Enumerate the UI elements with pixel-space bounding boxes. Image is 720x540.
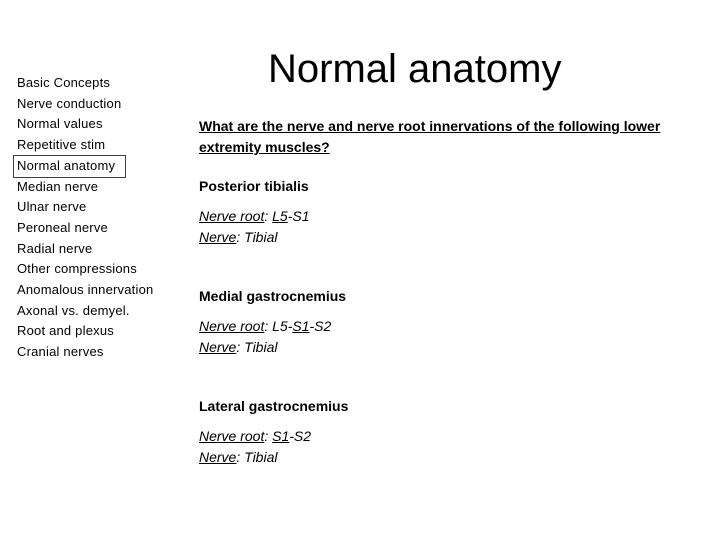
nerve-value: : Tibial xyxy=(236,339,278,355)
nerve-root-label: Nerve root xyxy=(199,428,265,444)
slide-content xyxy=(199,116,704,468)
nerve-root-prefix: : xyxy=(264,428,273,444)
sidebar-item-normal-anatomy[interactable]: Normal anatomy xyxy=(14,156,125,177)
nerve-root-line xyxy=(199,316,704,337)
nerve-root-primary: S1 xyxy=(272,428,290,444)
nerve-root-primary: L5 xyxy=(272,208,288,224)
sidebar-item-ulnar-nerve[interactable]: Ulnar nerve xyxy=(17,199,87,215)
nerve-root-rest: -S2 xyxy=(289,428,312,444)
muscle-name: Medial gastrocnemius xyxy=(199,288,347,304)
nerve-root-line xyxy=(199,206,704,227)
nerve-value: : Tibial xyxy=(236,449,278,465)
muscle-name: Posterior tibialis xyxy=(199,178,309,194)
muscle-name: Lateral gastrocnemius xyxy=(199,398,349,414)
sidebar-item-cranial-nerves[interactable]: Cranial nerves xyxy=(17,344,104,360)
sidebar-item-axonal-vs-demyel[interactable]: Axonal vs. demyel. xyxy=(17,302,130,318)
question-text: What are the nerve and nerve root innervations of the following lower extremity muscles? xyxy=(199,118,661,155)
nerve-root-label: Nerve root xyxy=(199,208,265,224)
sidebar-item-basic-concepts[interactable]: Basic Concepts xyxy=(17,75,111,90)
nerve-line xyxy=(199,447,704,468)
nerve-root-line xyxy=(199,426,704,447)
sidebar-item-repetitive-stim[interactable]: Repetitive stim xyxy=(17,137,106,153)
muscle-block-medial-gastrocnemius xyxy=(199,286,704,358)
nerve-value: : Tibial xyxy=(236,229,278,245)
muscle-block-posterior-tibialis xyxy=(199,176,704,248)
colon-sep: : xyxy=(264,208,273,224)
sidebar-item-anomalous-innervation[interactable]: Anomalous innervation xyxy=(17,282,154,298)
sidebar-item-median-nerve[interactable]: Median nerve xyxy=(17,178,99,194)
sidebar-item-other-compressions[interactable]: Other compressions xyxy=(17,261,137,277)
sidebar-nav xyxy=(17,73,182,363)
nerve-root-label: Nerve root xyxy=(199,318,265,334)
nerve-label: Nerve xyxy=(199,339,237,355)
muscle-block-lateral-gastrocnemius xyxy=(199,396,704,468)
sidebar-item-normal-values[interactable]: Normal values xyxy=(17,116,103,132)
nerve-root-rest: -S1 xyxy=(287,208,310,224)
sidebar-item-root-and-plexus[interactable]: Root and plexus xyxy=(17,323,114,339)
nerve-root-primary: S1 xyxy=(292,318,310,334)
nerve-root-rest: -S2 xyxy=(309,318,332,334)
nerve-line xyxy=(199,227,704,248)
nerve-label: Nerve xyxy=(199,229,237,245)
page-title: Normal anatomy xyxy=(268,47,562,91)
sidebar-item-nerve-conduction[interactable]: Nerve conduction xyxy=(17,95,122,111)
nerve-label: Nerve xyxy=(199,449,237,465)
nerve-root-prefix: : L5- xyxy=(264,318,293,334)
nerve-line xyxy=(199,337,704,358)
sidebar-item-peroneal-nerve[interactable]: Peroneal nerve xyxy=(17,219,108,235)
sidebar-item-radial-nerve[interactable]: Radial nerve xyxy=(17,240,93,256)
